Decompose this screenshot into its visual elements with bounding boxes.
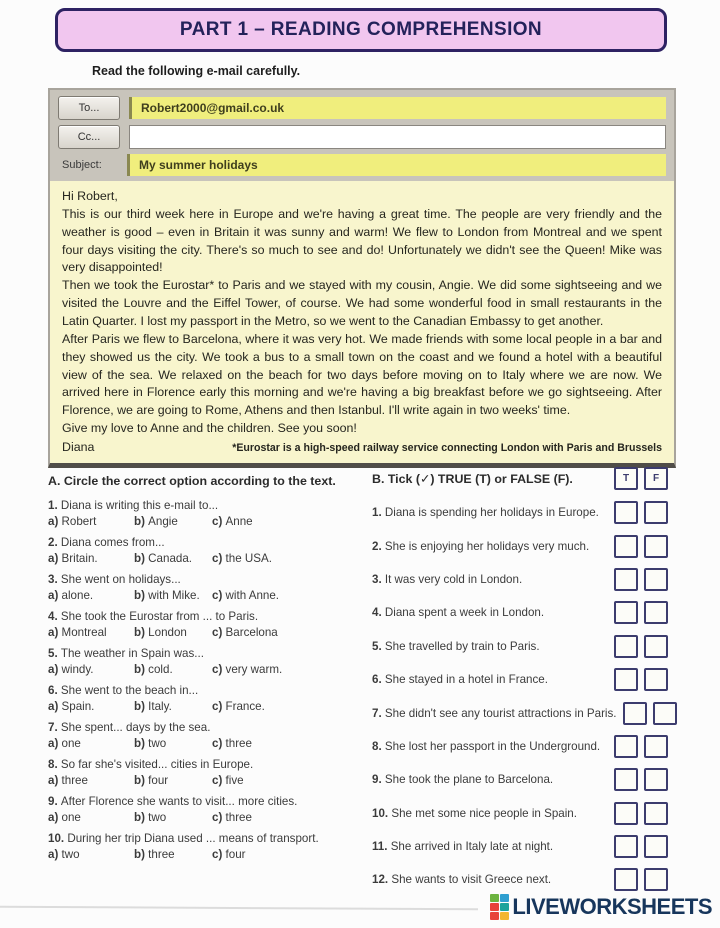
false-checkbox[interactable] xyxy=(644,868,668,891)
statement-text xyxy=(372,740,600,753)
section-b-header-row xyxy=(372,462,668,494)
true-checkbox[interactable] xyxy=(614,735,638,758)
question-stem: The weather in Spain was... xyxy=(60,647,204,660)
statement-row xyxy=(372,663,668,696)
statement-row xyxy=(372,830,668,863)
section-a-header: A. Circle the correct option according to the text. xyxy=(48,474,336,488)
tf-checkbox-pair xyxy=(608,601,668,624)
statement-stem: Diana is spending her holidays in Europe. xyxy=(384,506,599,520)
logo-grid-icon xyxy=(490,894,509,920)
question-number: 5. xyxy=(48,647,61,660)
statement-stem: She didn't see any tourist attractions in Paris. xyxy=(384,706,617,720)
statement-text xyxy=(372,573,522,586)
email-footnote: *Eurostar is a high-speed railway service connecting London with Paris and Brussels xyxy=(232,442,662,455)
statement-stem: She wants to visit Greece next. xyxy=(391,873,552,887)
statement-number: 12. xyxy=(372,873,392,887)
statement-number: 1. xyxy=(372,506,385,520)
option-b[interactable] xyxy=(134,626,212,639)
logo-square xyxy=(500,903,509,911)
question-block xyxy=(48,610,370,639)
question-block xyxy=(48,795,370,824)
cc-button: Cc... xyxy=(58,125,120,149)
statement-text xyxy=(372,873,551,886)
statement-row xyxy=(372,730,668,763)
logo-square xyxy=(490,903,499,911)
option-a[interactable] xyxy=(48,774,134,787)
true-checkbox[interactable] xyxy=(614,768,638,791)
option-text: Angie xyxy=(148,515,178,528)
statement-text xyxy=(372,606,544,619)
question-options xyxy=(48,552,370,565)
subject-label: Subject: xyxy=(62,159,102,171)
true-checkbox[interactable] xyxy=(614,601,638,624)
statement-stem: She travelled by train to Paris. xyxy=(384,639,540,653)
option-b[interactable] xyxy=(134,589,212,602)
option-text: France. xyxy=(225,700,265,713)
true-checkbox[interactable] xyxy=(614,835,638,858)
option-letter: c) xyxy=(212,774,226,787)
statement-number: 9. xyxy=(372,773,385,787)
option-text: one xyxy=(61,737,81,750)
statement-number: 3. xyxy=(372,572,385,586)
option-text: the USA. xyxy=(225,552,272,565)
tf-checkbox-pair xyxy=(608,568,668,591)
option-b[interactable] xyxy=(134,663,212,676)
option-c[interactable] xyxy=(212,737,370,750)
tf-checkbox-pair xyxy=(608,802,668,825)
statement-row xyxy=(372,863,668,896)
email-greeting: Hi Robert, xyxy=(62,189,118,203)
false-checkbox[interactable] xyxy=(644,568,668,591)
option-c[interactable] xyxy=(212,515,370,528)
statement-stem: She lost her passport in the Underground. xyxy=(384,739,601,753)
logo-square xyxy=(500,894,509,902)
question-text xyxy=(48,610,370,623)
section-a xyxy=(48,474,370,869)
email-signature: Diana xyxy=(62,440,95,455)
false-checkbox[interactable] xyxy=(644,635,668,658)
part-title-banner xyxy=(55,8,667,52)
option-a[interactable] xyxy=(48,626,134,639)
option-b[interactable] xyxy=(134,515,212,528)
option-text: two xyxy=(148,737,167,750)
statement-text xyxy=(372,807,577,820)
option-a[interactable] xyxy=(48,552,134,565)
option-text: Barcelona xyxy=(225,626,278,639)
logo-square xyxy=(500,912,509,920)
section-a-questions xyxy=(48,499,370,861)
statement-row xyxy=(372,496,668,529)
option-c[interactable] xyxy=(212,552,370,565)
section-b xyxy=(372,462,668,897)
true-checkbox[interactable] xyxy=(614,868,638,891)
statement-row xyxy=(372,763,668,796)
option-a[interactable] xyxy=(48,515,134,528)
statement-stem: Diana spent a week in London. xyxy=(384,606,545,620)
statement-stem: It was very cold in London. xyxy=(384,572,523,586)
true-checkbox[interactable] xyxy=(623,702,647,725)
option-c[interactable] xyxy=(212,700,370,713)
option-letter: b) xyxy=(134,663,149,676)
option-text: one xyxy=(61,811,81,824)
cc-field xyxy=(129,125,666,149)
statement-row xyxy=(372,596,668,629)
option-c[interactable] xyxy=(212,848,370,861)
option-b[interactable] xyxy=(134,848,212,861)
option-b[interactable] xyxy=(134,774,212,787)
question-text xyxy=(48,536,370,549)
option-c[interactable] xyxy=(212,774,370,787)
tf-checkbox-pair xyxy=(617,702,677,725)
question-text xyxy=(48,684,370,697)
tf-checkbox-pair xyxy=(608,868,668,891)
option-text: Britain. xyxy=(61,552,98,565)
section-b-header: B. Tick (✓) TRUE (T) or FALSE (F). xyxy=(372,471,573,486)
option-letter: c) xyxy=(212,552,226,565)
option-text: cold. xyxy=(148,663,173,676)
option-a[interactable] xyxy=(48,811,134,824)
true-checkbox[interactable] xyxy=(614,535,638,558)
option-letter: b) xyxy=(134,515,149,528)
true-checkbox[interactable] xyxy=(614,635,638,658)
option-a[interactable] xyxy=(48,848,134,861)
question-options xyxy=(48,626,370,639)
option-text: two xyxy=(148,811,167,824)
option-c[interactable] xyxy=(212,811,370,824)
false-column-header-box: F xyxy=(644,467,668,490)
to-button: To... xyxy=(58,96,120,120)
statement-number: 2. xyxy=(372,539,385,553)
false-checkbox[interactable] xyxy=(644,768,668,791)
instruction-text: Read the following e-mail carefully. xyxy=(92,64,301,78)
option-b[interactable] xyxy=(134,737,212,750)
option-letter: c) xyxy=(212,663,226,676)
question-stem: She took the Eurostar from ... to Paris. xyxy=(60,610,259,623)
option-letter: c) xyxy=(212,515,226,528)
page-title: PART 1 – READING COMPREHENSION xyxy=(179,19,543,40)
option-letter: b) xyxy=(134,811,149,824)
question-block xyxy=(48,536,370,565)
option-letter: b) xyxy=(134,774,149,787)
email-paragraph: This is our third week here in Europe and we're having a great time. The people are very friendly and the weather is good – even in Britain it was sunny and warm! We flew to London from Montreal and we spent four days visiting the city. There's so much to see and do! Unfortunately we didn't see the Queen! Mike was very disappointed! xyxy=(62,206,662,275)
tf-checkbox-pair xyxy=(608,768,668,791)
to-field: Robert2000@gmail.co.uk xyxy=(129,97,666,119)
false-checkbox[interactable] xyxy=(644,668,668,691)
false-checkbox[interactable] xyxy=(644,735,668,758)
email-to-row xyxy=(58,96,666,120)
question-text xyxy=(48,573,370,586)
statement-text xyxy=(372,673,548,686)
question-block xyxy=(48,499,370,528)
email-closing: Give my love to Anne and the children. See you soon! xyxy=(62,421,357,436)
statement-text xyxy=(372,773,553,786)
question-stem: After Florence she wants to visit... more cities. xyxy=(60,795,298,808)
statement-number: 7. xyxy=(372,706,385,720)
tf-checkbox-pair xyxy=(608,668,668,691)
question-block xyxy=(48,573,370,602)
false-checkbox[interactable] xyxy=(644,835,668,858)
question-options xyxy=(48,515,370,528)
statement-text xyxy=(372,506,599,519)
option-letter: a) xyxy=(48,774,62,787)
option-c[interactable] xyxy=(212,626,370,639)
option-letter: a) xyxy=(48,663,62,676)
email-subject-row xyxy=(58,154,666,176)
question-options xyxy=(48,737,370,750)
question-text xyxy=(48,647,370,660)
logo-square xyxy=(490,894,499,902)
option-text: with Mike. xyxy=(148,589,200,602)
option-letter: a) xyxy=(48,811,62,824)
statement-row xyxy=(372,563,668,596)
question-number: 8. xyxy=(48,758,61,771)
option-letter: a) xyxy=(48,515,62,528)
question-stem: Diana is writing this e-mail to... xyxy=(60,499,219,512)
option-letter: c) xyxy=(212,626,226,639)
question-options xyxy=(48,663,370,676)
option-letter: c) xyxy=(212,811,226,824)
question-options xyxy=(48,811,370,824)
question-text xyxy=(48,499,370,512)
statement-text xyxy=(372,540,589,553)
statement-text xyxy=(372,640,540,653)
option-text: with Anne. xyxy=(225,589,280,602)
question-stem: Diana comes from... xyxy=(60,536,165,549)
question-block xyxy=(48,647,370,676)
section-b-statements xyxy=(372,496,668,897)
option-b[interactable] xyxy=(134,811,212,824)
tf-column-headers xyxy=(608,467,668,490)
option-b[interactable] xyxy=(134,700,212,713)
email-paragraph: Then we took the Eurostar* to Paris and we stayed with my cousin, Angie. We did some sightseeing and we visited the Louvre and the Eiffel Tower, of course. We had some wonderful food in small restaurants in the Latin Quarter. I lost my passport in the Metro, so we went to the Canadian Embassy to get another. xyxy=(62,278,662,329)
tf-checkbox-pair xyxy=(608,535,668,558)
false-checkbox[interactable] xyxy=(644,601,668,624)
question-stem: She went to the beach in... xyxy=(60,684,199,697)
email-header xyxy=(48,88,676,181)
option-a[interactable] xyxy=(48,737,134,750)
question-number: 1. xyxy=(48,499,61,512)
option-text: five xyxy=(225,774,244,787)
question-text xyxy=(48,832,370,845)
question-text xyxy=(48,721,370,734)
email-panel xyxy=(48,88,676,468)
option-text: three xyxy=(225,811,252,824)
question-text xyxy=(48,758,370,771)
option-a[interactable] xyxy=(48,589,134,602)
statement-row xyxy=(372,696,668,729)
statement-stem: She stayed in a hotel in France. xyxy=(384,673,548,687)
option-text: Montreal xyxy=(61,626,107,639)
option-text: two xyxy=(61,848,80,861)
question-options xyxy=(48,589,370,602)
scan-artifact-line xyxy=(0,906,478,911)
option-a[interactable] xyxy=(48,663,134,676)
option-c[interactable] xyxy=(212,589,370,602)
question-number: 6. xyxy=(48,684,61,697)
email-body xyxy=(48,181,676,468)
logo-text: LIVEWORKSHEETS xyxy=(512,894,712,919)
question-block xyxy=(48,721,370,750)
tf-checkbox-pair xyxy=(608,735,668,758)
option-letter: c) xyxy=(212,737,226,750)
false-checkbox[interactable] xyxy=(644,802,668,825)
email-paragraph: After Paris we flew to Barcelona, where it was very hot. We made friends with some local people in a bar and they showed us the city. We took a bus to a small town on the coast and we found a hotel with a beautiful view of the sea. We relaxed on the beach for two days before moving on to Italy where we are now. We arrived here in Florence early this morning and we're having a big breakfast before we go sightseeing. After Florence, we are going to Rome, Athens and then Istanbul. I'll write again in two weeks' time. xyxy=(62,331,662,418)
email-cc-row xyxy=(58,125,666,149)
option-text: very warm. xyxy=(225,663,283,676)
question-stem: She spent... days by the sea. xyxy=(60,721,211,734)
tf-checkbox-pair xyxy=(608,501,668,524)
email-paragraphs xyxy=(62,206,662,420)
question-number: 3. xyxy=(48,573,61,586)
option-letter: b) xyxy=(134,626,149,639)
question-block xyxy=(48,758,370,787)
statement-number: 5. xyxy=(372,639,385,653)
question-number: 7. xyxy=(48,721,61,734)
option-text: alone. xyxy=(61,589,94,602)
option-text: Canada. xyxy=(148,552,193,565)
question-options xyxy=(48,700,370,713)
statement-number: 6. xyxy=(372,673,385,687)
statement-stem: She arrived in Italy late at night. xyxy=(390,840,554,854)
question-number: 10. xyxy=(48,832,68,845)
question-number: 9. xyxy=(48,795,61,808)
true-checkbox[interactable] xyxy=(614,501,638,524)
option-text: Italy. xyxy=(148,700,172,713)
option-text: London xyxy=(148,626,187,639)
statement-text xyxy=(372,840,553,853)
option-text: three xyxy=(61,774,88,787)
option-letter: a) xyxy=(48,552,62,565)
option-letter: b) xyxy=(134,848,149,861)
option-letter: b) xyxy=(134,737,149,750)
option-text: four xyxy=(225,848,246,861)
subject-field: My summer holidays xyxy=(127,154,666,176)
statement-row xyxy=(372,529,668,562)
option-text: Spain. xyxy=(61,700,95,713)
option-letter: b) xyxy=(134,700,149,713)
option-letter: a) xyxy=(48,737,62,750)
option-letter: b) xyxy=(134,552,149,565)
option-letter: c) xyxy=(212,589,226,602)
statement-stem: She took the plane to Barcelona. xyxy=(384,773,554,787)
statement-number: 10. xyxy=(372,806,392,820)
logo-square xyxy=(490,912,499,920)
statement-number: 4. xyxy=(372,606,385,620)
true-checkbox[interactable] xyxy=(614,668,638,691)
false-checkbox[interactable] xyxy=(653,702,677,725)
false-checkbox[interactable] xyxy=(644,501,668,524)
question-text xyxy=(48,795,370,808)
tf-checkbox-pair xyxy=(608,835,668,858)
option-text: Robert xyxy=(61,515,97,528)
option-letter: a) xyxy=(48,848,62,861)
question-number: 4. xyxy=(48,610,61,623)
statement-number: 11. xyxy=(372,840,391,854)
statement-row xyxy=(372,797,668,830)
false-checkbox[interactable] xyxy=(644,535,668,558)
option-text: three xyxy=(148,848,175,861)
statement-stem: She met some nice people in Spain. xyxy=(391,806,577,820)
option-text: Anne xyxy=(225,515,253,528)
question-block xyxy=(48,832,370,861)
question-number: 2. xyxy=(48,536,61,549)
tf-checkbox-pair xyxy=(608,635,668,658)
option-letter: a) xyxy=(48,626,62,639)
option-letter: a) xyxy=(48,700,62,713)
statement-row xyxy=(372,630,668,663)
statement-text xyxy=(372,707,617,720)
option-text: four xyxy=(148,774,169,787)
option-c[interactable] xyxy=(212,663,370,676)
option-letter: b) xyxy=(134,589,149,602)
option-letter: c) xyxy=(212,700,226,713)
liveworksheets-logo[interactable] xyxy=(490,894,712,920)
option-text: windy. xyxy=(61,663,94,676)
question-block xyxy=(48,684,370,713)
question-options xyxy=(48,774,370,787)
true-checkbox[interactable] xyxy=(614,568,638,591)
question-stem: She went on holidays... xyxy=(60,573,181,586)
option-b[interactable] xyxy=(134,552,212,565)
question-options xyxy=(48,848,370,861)
option-text: three xyxy=(225,737,252,750)
option-a[interactable] xyxy=(48,700,134,713)
option-letter: a) xyxy=(48,589,62,602)
true-column-header-box: T xyxy=(614,467,638,490)
true-checkbox[interactable] xyxy=(614,802,638,825)
email-signature-row xyxy=(62,439,662,457)
option-letter: c) xyxy=(212,848,226,861)
statement-number: 8. xyxy=(372,739,385,753)
question-stem: During her trip Diana used ... means of transport. xyxy=(67,832,319,845)
question-stem: So far she's visited... cities in Europe. xyxy=(60,758,254,771)
statement-stem: She is enjoying her holidays very much. xyxy=(384,539,590,553)
